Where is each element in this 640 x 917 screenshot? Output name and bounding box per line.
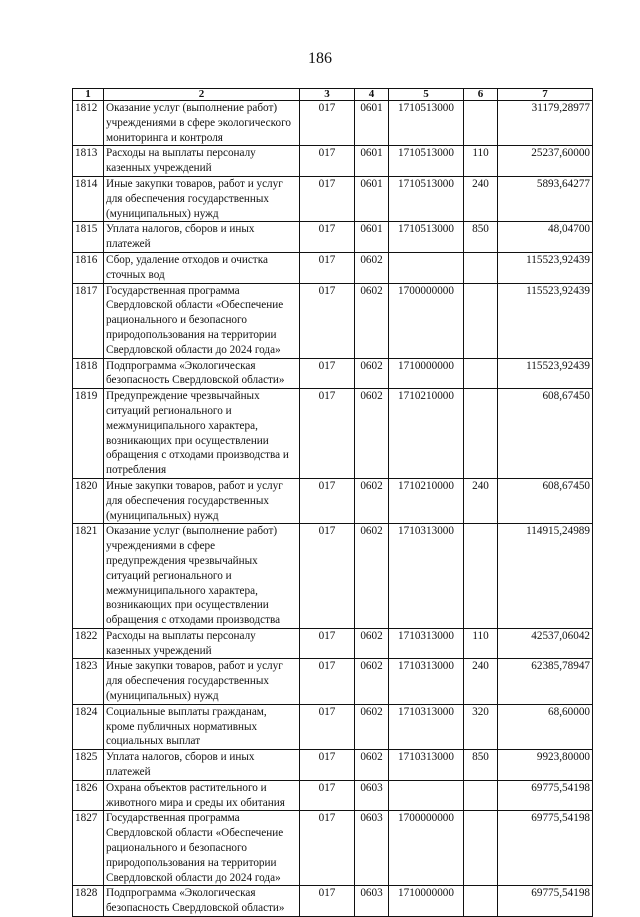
target-article-code-cell: 1710513000 <box>389 222 464 253</box>
section-code-cell: 0601 <box>355 101 389 146</box>
amount-cell: 69775,54198 <box>498 780 593 811</box>
section-code-cell: 0602 <box>355 704 389 749</box>
ministry-code-cell: 017 <box>300 101 355 146</box>
amount-cell: 25237,60000 <box>498 146 593 177</box>
expense-type-code-cell <box>464 283 498 358</box>
expense-type-code-cell <box>464 886 498 917</box>
expense-type-code-cell <box>464 101 498 146</box>
expense-name-cell: Государственная программа Свердловской области «Обеспечение рационального и безопасного природопользования на территории Свердловской области до 2024 года» <box>104 811 300 886</box>
amount-cell: 114915,24989 <box>498 524 593 629</box>
expense-name-cell: Оказание услуг (выполнение работ) учреждениями в сфере экологического мониторинга и контроля <box>104 101 300 146</box>
expense-name-cell: Расходы на выплаты персоналу казенных учреждений <box>104 146 300 177</box>
ministry-code-cell: 017 <box>300 389 355 479</box>
amount-cell: 608,67450 <box>498 389 593 479</box>
target-article-code-cell: 1710210000 <box>389 389 464 479</box>
table-row <box>73 628 593 659</box>
table-row <box>73 176 593 221</box>
expense-name-cell: Оказание услуг (выполнение работ) учреждениями в сфере предупреждения чрезвычайных ситуаций регионального и межмуниципального характера, возникающих при осуществлении обращения с отходами производства <box>104 524 300 629</box>
section-code-cell: 0602 <box>355 524 389 629</box>
amount-cell: 42537,06042 <box>498 628 593 659</box>
amount-cell: 115523,92439 <box>498 283 593 358</box>
row-number-cell: 1828 <box>73 886 104 917</box>
row-number-cell: 1825 <box>73 750 104 781</box>
target-article-code-cell <box>389 252 464 283</box>
expense-type-code-cell: 240 <box>464 176 498 221</box>
target-article-code-cell: 1710313000 <box>389 750 464 781</box>
column-header-1: 1 <box>73 89 104 101</box>
expense-type-code-cell <box>464 524 498 629</box>
table-row <box>73 780 593 811</box>
row-number-cell: 1822 <box>73 628 104 659</box>
ministry-code-cell: 017 <box>300 704 355 749</box>
section-code-cell: 0603 <box>355 886 389 917</box>
table-row <box>73 222 593 253</box>
amount-cell: 69775,54198 <box>498 886 593 917</box>
page-number: 186 <box>308 50 332 67</box>
expense-type-code-cell <box>464 389 498 479</box>
expense-type-code-cell <box>464 811 498 886</box>
row-number-cell: 1826 <box>73 780 104 811</box>
expense-name-cell: Подпрограмма «Экологическая безопасность Свердловской области» <box>104 886 300 917</box>
table-row <box>73 358 593 389</box>
target-article-code-cell: 1700000000 <box>389 283 464 358</box>
column-header-4: 4 <box>355 89 389 101</box>
amount-cell: 115523,92439 <box>498 358 593 389</box>
ministry-code-cell: 017 <box>300 811 355 886</box>
expense-name-cell: Расходы на выплаты персоналу казенных учреждений <box>104 628 300 659</box>
table-row <box>73 146 593 177</box>
section-code-cell: 0601 <box>355 146 389 177</box>
section-code-cell: 0602 <box>355 389 389 479</box>
section-code-cell: 0602 <box>355 659 389 704</box>
row-number-cell: 1817 <box>73 283 104 358</box>
ministry-code-cell: 017 <box>300 222 355 253</box>
expense-name-cell: Государственная программа Свердловской области «Обеспечение рационального и безопасного природопользования на территории Свердловской области до 2024 года» <box>104 283 300 358</box>
amount-cell: 608,67450 <box>498 478 593 523</box>
amount-cell: 69775,54198 <box>498 811 593 886</box>
target-article-code-cell: 1710513000 <box>389 101 464 146</box>
target-article-code-cell: 1700000000 <box>389 811 464 886</box>
target-article-code-cell: 1710513000 <box>389 146 464 177</box>
expense-name-cell: Иные закупки товаров, работ и услуг для обеспечения государственных (муниципальных) нужд <box>104 176 300 221</box>
ministry-code-cell: 017 <box>300 283 355 358</box>
table-row <box>73 478 593 523</box>
expense-type-code-cell: 110 <box>464 146 498 177</box>
row-number-cell: 1823 <box>73 659 104 704</box>
expense-type-code-cell: 850 <box>464 222 498 253</box>
ministry-code-cell: 017 <box>300 252 355 283</box>
column-header-5: 5 <box>389 89 464 101</box>
target-article-code-cell: 1710000000 <box>389 886 464 917</box>
amount-cell: 68,60000 <box>498 704 593 749</box>
table-row <box>73 524 593 629</box>
amount-cell: 31179,28977 <box>498 101 593 146</box>
table-row <box>73 252 593 283</box>
row-number-cell: 1814 <box>73 176 104 221</box>
section-code-cell: 0602 <box>355 750 389 781</box>
expense-name-cell: Уплата налогов, сборов и иных платежей <box>104 222 300 253</box>
expense-name-cell: Охрана объектов растительного и животного мира и среды их обитания <box>104 780 300 811</box>
budget-table <box>72 88 593 917</box>
expense-name-cell: Предупреждение чрезвычайных ситуаций регионального и межмуниципального характера, возникающих при осуществлении обращения с отходами производства и потребления <box>104 389 300 479</box>
expense-type-code-cell <box>464 358 498 389</box>
target-article-code-cell: 1710313000 <box>389 628 464 659</box>
row-number-cell: 1813 <box>73 146 104 177</box>
expense-name-cell: Подпрограмма «Экологическая безопасность Свердловской области» <box>104 358 300 389</box>
column-header-2: 2 <box>104 89 300 101</box>
expense-type-code-cell: 240 <box>464 478 498 523</box>
expense-type-code-cell <box>464 252 498 283</box>
expense-type-code-cell: 320 <box>464 704 498 749</box>
target-article-code-cell: 1710513000 <box>389 176 464 221</box>
section-code-cell: 0602 <box>355 478 389 523</box>
expense-type-code-cell: 110 <box>464 628 498 659</box>
section-code-cell: 0601 <box>355 176 389 221</box>
ministry-code-cell: 017 <box>300 628 355 659</box>
row-number-cell: 1827 <box>73 811 104 886</box>
target-article-code-cell: 1710313000 <box>389 659 464 704</box>
section-code-cell: 0601 <box>355 222 389 253</box>
row-number-cell: 1821 <box>73 524 104 629</box>
section-code-cell: 0602 <box>355 283 389 358</box>
table-row <box>73 283 593 358</box>
row-number-cell: 1816 <box>73 252 104 283</box>
expense-type-code-cell <box>464 780 498 811</box>
ministry-code-cell: 017 <box>300 524 355 629</box>
amount-cell: 9923,80000 <box>498 750 593 781</box>
row-number-cell: 1824 <box>73 704 104 749</box>
expense-name-cell: Социальные выплаты гражданам, кроме публичных нормативных социальных выплат <box>104 704 300 749</box>
target-article-code-cell: 1710313000 <box>389 524 464 629</box>
section-code-cell: 0602 <box>355 628 389 659</box>
ministry-code-cell: 017 <box>300 780 355 811</box>
table-row <box>73 750 593 781</box>
table-row <box>73 389 593 479</box>
expense-name-cell: Иные закупки товаров, работ и услуг для обеспечения государственных (муниципальных) нужд <box>104 478 300 523</box>
table-row <box>73 659 593 704</box>
column-header-6: 6 <box>464 89 498 101</box>
row-number-cell: 1815 <box>73 222 104 253</box>
ministry-code-cell: 017 <box>300 358 355 389</box>
target-article-code-cell: 1710210000 <box>389 478 464 523</box>
section-code-cell: 0602 <box>355 252 389 283</box>
expense-name-cell: Уплата налогов, сборов и иных платежей <box>104 750 300 781</box>
ministry-code-cell: 017 <box>300 478 355 523</box>
table-row <box>73 811 593 886</box>
ministry-code-cell: 017 <box>300 659 355 704</box>
amount-cell: 5893,64277 <box>498 176 593 221</box>
section-code-cell: 0603 <box>355 780 389 811</box>
table-body <box>73 101 593 917</box>
target-article-code-cell <box>389 780 464 811</box>
expense-name-cell: Иные закупки товаров, работ и услуг для обеспечения государственных (муниципальных) нужд <box>104 659 300 704</box>
table-row <box>73 101 593 146</box>
section-code-cell: 0602 <box>355 358 389 389</box>
amount-cell: 62385,78947 <box>498 659 593 704</box>
table-row <box>73 886 593 917</box>
row-number-cell: 1812 <box>73 101 104 146</box>
table-header <box>73 89 593 101</box>
ministry-code-cell: 017 <box>300 886 355 917</box>
expense-name-cell: Сбор, удаление отходов и очистка сточных вод <box>104 252 300 283</box>
amount-cell: 48,04700 <box>498 222 593 253</box>
row-number-cell: 1818 <box>73 358 104 389</box>
expense-type-code-cell: 850 <box>464 750 498 781</box>
target-article-code-cell: 1710313000 <box>389 704 464 749</box>
section-code-cell: 0603 <box>355 811 389 886</box>
column-header-3: 3 <box>300 89 355 101</box>
row-number-cell: 1820 <box>73 478 104 523</box>
column-header-7: 7 <box>498 89 593 101</box>
table-row <box>73 704 593 749</box>
amount-cell: 115523,92439 <box>498 252 593 283</box>
expense-type-code-cell: 240 <box>464 659 498 704</box>
ministry-code-cell: 017 <box>300 146 355 177</box>
target-article-code-cell: 1710000000 <box>389 358 464 389</box>
row-number-cell: 1819 <box>73 389 104 479</box>
header-row <box>73 89 593 101</box>
ministry-code-cell: 017 <box>300 750 355 781</box>
ministry-code-cell: 017 <box>300 176 355 221</box>
